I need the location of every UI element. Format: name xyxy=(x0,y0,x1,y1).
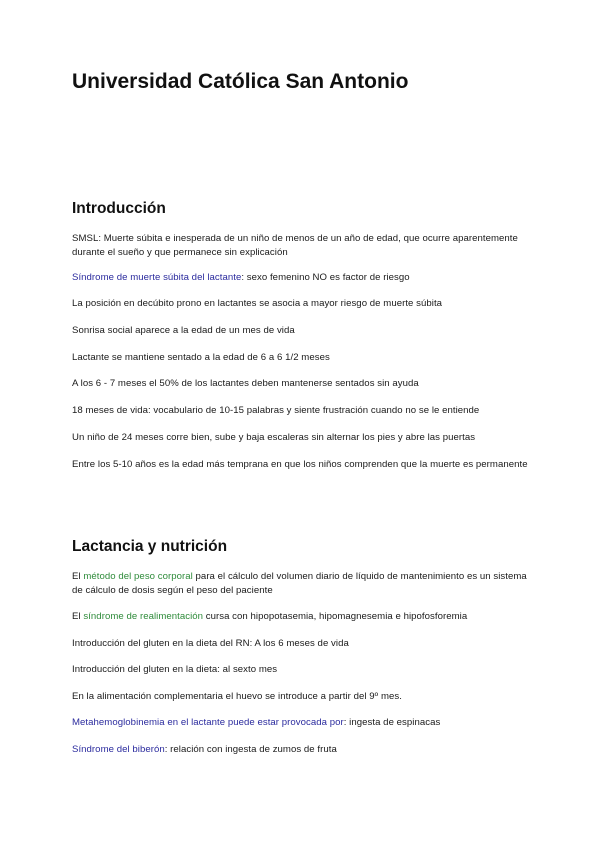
paragraph-text: para el cálculo del volumen diario de líquido de mantenimiento es un sistema de cálculo de dosis según el peso del paciente xyxy=(72,571,527,596)
paragraph-text: La posición en decúbito prono en lactantes se asocia a mayor riesgo de muerte súbita xyxy=(72,298,443,309)
link-metahemoglobinemia[interactable]: Metahemoglobinemia en el lactante puede estar provocada por xyxy=(72,717,344,728)
document-title: Universidad Católica San Antonio xyxy=(72,70,409,93)
paragraph-decubito-prono xyxy=(72,297,532,311)
paragraph-text: Lactante se mantiene sentado a la edad de 6 a 6 1/2 meses xyxy=(72,352,330,363)
paragraph-text: Un niño de 24 meses corre bien, sube y baja escaleras sin alternar los pies y abre las puertas xyxy=(72,432,476,443)
section-heading-lactancia: Lactancia y nutrición xyxy=(72,538,228,555)
paragraph-gluten-rn xyxy=(72,637,532,651)
paragraph-text: Introducción del gluten en la dieta: al sexto mes xyxy=(72,664,278,675)
paragraph-text: SMSL: Muerte súbita e inesperada de un niño de menos de un año de edad, que ocurre aparentemente durante el sueño y que permanece sin explicación xyxy=(72,233,518,258)
paragraph-24-meses xyxy=(72,431,532,445)
paragraph-5-10-anos xyxy=(72,458,532,472)
paragraph-metahemoglobinemia xyxy=(72,716,532,730)
paragraph-text: Sonrisa social aparece a la edad de un mes de vida xyxy=(72,325,295,336)
paragraph-huevo xyxy=(72,690,532,704)
paragraph-sonrisa-social xyxy=(72,324,532,338)
paragraph-smsl xyxy=(72,232,532,259)
link-metodo-peso-corporal[interactable]: método del peso corporal xyxy=(83,571,193,582)
paragraph-text: : ingesta de espinacas xyxy=(343,717,441,728)
section-heading-introduccion: Introducción xyxy=(72,200,166,217)
paragraph-text: : relación con ingesta de zumos de fruta xyxy=(164,744,337,755)
paragraph-lactante-sentado xyxy=(72,351,532,365)
link-sindrome-muerte-subita[interactable]: Síndrome de muerte súbita del lactante xyxy=(72,272,242,283)
paragraph-text: En la alimentación complementaria el huevo se introduce a partir del 9º mes. xyxy=(72,691,402,702)
paragraph-text: Entre los 5-10 años es la edad más temprana en que los niños comprenden que la muerte es permanente xyxy=(72,459,528,470)
link-sindrome-realimentacion[interactable]: síndrome de realimentación xyxy=(83,611,204,622)
paragraph-text: A los 6 - 7 meses el 50% de los lactantes deben mantenerse sentados sin ayuda xyxy=(72,378,419,389)
paragraph-sindrome-muerte-subita xyxy=(72,271,532,285)
paragraph-6-7-meses xyxy=(72,377,532,391)
paragraph-text: 18 meses de vida: vocabulario de 10-15 palabras y siente frustración cuando no se le entiende xyxy=(72,405,480,416)
paragraph-realimentacion xyxy=(72,610,532,624)
paragraph-prefix: El xyxy=(72,571,84,582)
paragraph-biberon xyxy=(72,743,532,757)
paragraph-text: : sexo femenino NO es factor de riesgo xyxy=(241,272,410,283)
paragraph-metodo-peso xyxy=(72,570,532,597)
paragraph-prefix: El xyxy=(72,611,84,622)
paragraph-18-meses xyxy=(72,404,532,418)
paragraph-text: Introducción del gluten en la dieta del RN: A los 6 meses de vida xyxy=(72,638,349,649)
link-sindrome-biberon[interactable]: Síndrome del biberón xyxy=(72,744,165,755)
paragraph-text: cursa con hipopotasemia, hipomagnesemia e hipofosforemia xyxy=(203,611,468,622)
paragraph-gluten-sexto-mes xyxy=(72,663,532,677)
